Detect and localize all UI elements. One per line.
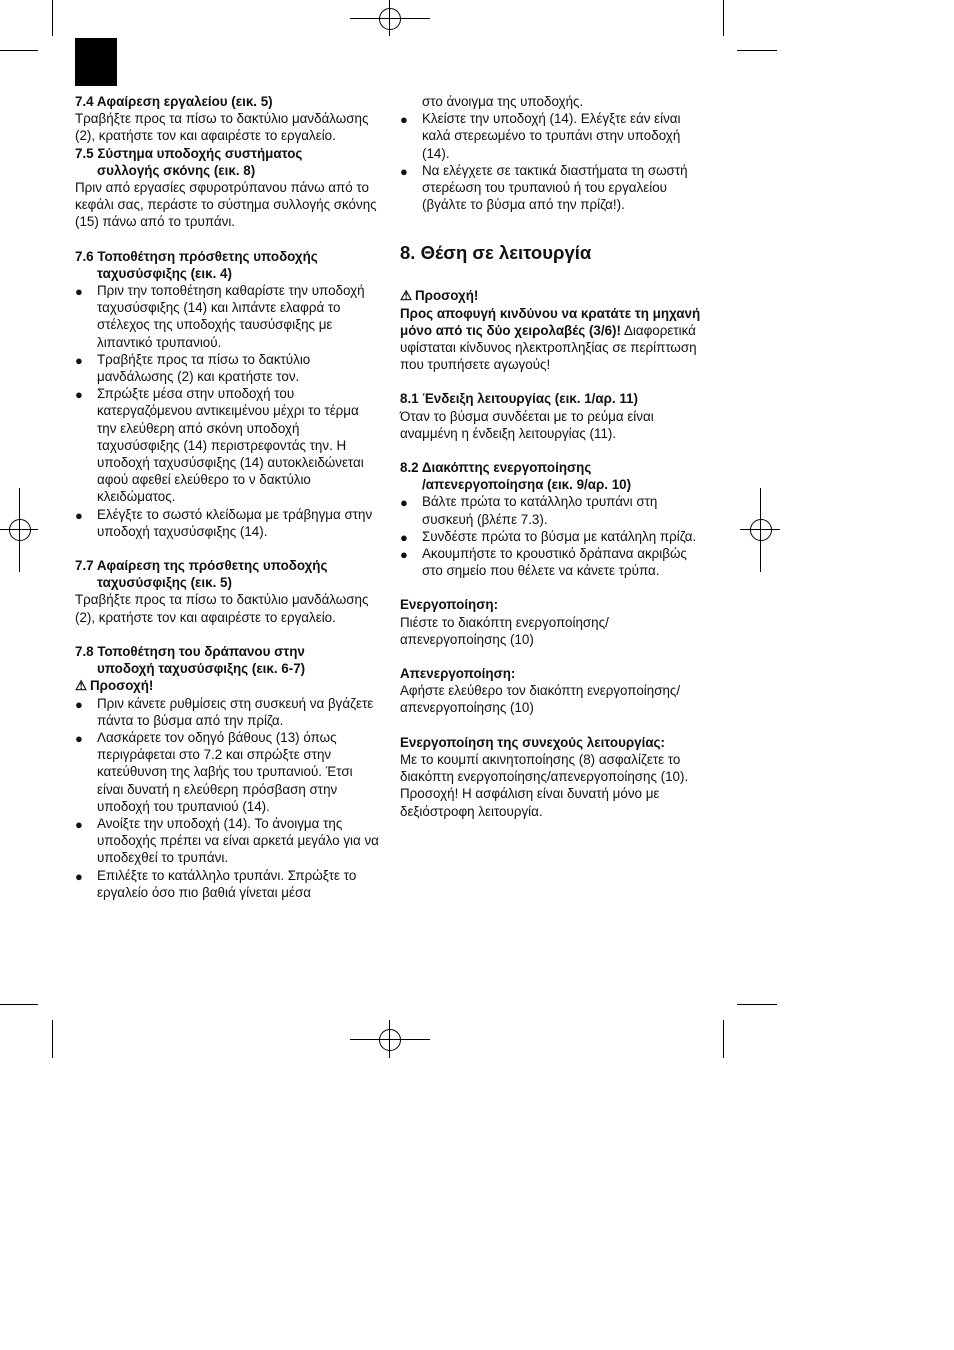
section-7-4: [75, 93, 380, 145]
subheading: Ενεργοποίηση:: [400, 597, 499, 613]
section-text: Πιέστε το διακόπτη ενεργοποίησης/απενεργοποίησης (10): [400, 614, 609, 647]
warning-label: ⚠ Προσοχή!: [400, 288, 479, 304]
section-heading: 7.6 Τοποθέτηση πρόσθετης υποδοχής ταχυσύσφιξης (εικ. 4): [75, 248, 318, 281]
crop-mark: [52, 1020, 53, 1058]
registration-mark-top: [350, 0, 430, 40]
section-8-1: [400, 390, 708, 442]
black-tab-marker: [75, 38, 117, 86]
crop-mark: [0, 1004, 38, 1005]
warning-label: ⚠ Προσοχή!: [75, 678, 154, 694]
bullet-icon: ●: [75, 730, 83, 746]
section-7-8: [75, 643, 380, 901]
bullet-icon: ●: [75, 868, 83, 884]
crop-mark: [737, 1004, 777, 1005]
chapter-title: 8. Θέση σε λειτουργία: [400, 242, 592, 264]
list-item: ● Ελέγξτε το σωστό κλείδωμα με τράβηγμα στην υποδοχή ταχυσύσφιξης (14).: [75, 506, 373, 539]
section-heading: 8.2 Διακόπτης ενεργοποίησης /απενεργοποίησηα (εικ. 9/αρ. 10): [400, 460, 632, 493]
warning-text: Προς αποφυγή κινδύνου να κρατάτε τη μηχανή μόνο από τις δύο χειρολαβές (3/6)! Διαφορετικά υφίσταται κίνδυνος ηλεκτροπληξίας σε περίπτωση που τρυπήσετε αγωγούς!: [400, 305, 701, 373]
left-column: [75, 93, 380, 901]
section-text: Τραβήξτε προς τα πίσω το δακτύλιο μανδάλωσης (2), κρατήστε τον και αφαιρέστε το εργαλείο.: [75, 111, 369, 144]
bullet-icon: ●: [400, 547, 408, 563]
subheading: Ενεργοποίηση της συνεχούς λειτουργίας:: [400, 734, 665, 750]
list-item: ● Κλείστε την υποδοχή (14). Ελέγξτε εάν είναι καλά στερεωμένο το τρυπάνι στην υποδοχή (14).: [400, 111, 681, 161]
section-7-5: [75, 145, 380, 231]
section-text: Με το κουμπί ακινητοποίησης (8) ασφαλίζετε το διακόπτη ενεργοποίησης/απενεργοποίησης (10).: [400, 751, 689, 785]
continued-text: στο άνοιγμα της υποδοχής.: [422, 94, 584, 109]
registration-mark-bottom: [350, 1020, 430, 1058]
bullet-icon: ●: [75, 696, 83, 712]
crop-mark: [52, 0, 53, 36]
section-text: Πριν από εργασίες σφυροτρύπανου πάνω από το κεφάλι σας, περάστε το σύστημα συλλογής σκόνης (15) πάνω από το τρυπάνι.: [75, 180, 377, 230]
right-column: [400, 93, 708, 820]
list-item: ● Να ελέγχετε σε τακτικά διαστήματα τη σωστή στερέωση του τρυπανιού ή του εργαλείου (βγάλτε το βύσμα από την πρίζα!).: [400, 162, 688, 213]
list-item: ● Ακουμπήστε το κρουστικό δράπανα ακριβώς στο σημείο που θέλετε να κάνετε τρύπα.: [400, 546, 687, 579]
section-heading: 8.1 Ένδειξη λειτουργίας (εικ. 1/αρ. 11): [400, 391, 638, 407]
warning-icon: ⚠: [75, 678, 88, 694]
section-7-7: [75, 557, 380, 626]
switch-off-block: [400, 665, 708, 717]
bullet-list: [75, 282, 380, 540]
crop-mark: [723, 1020, 724, 1058]
crop-mark: [737, 50, 777, 51]
crop-mark: [0, 50, 38, 51]
section-heading: 7.7 Αφαίρεση της πρόσθετης υποδοχής ταχυσύσφιξης (εικ. 5): [75, 558, 328, 591]
bullet-list: [400, 493, 708, 579]
list-item: ● Σπρώξτε μέσα στην υποδοχή του κατεργαζόμενου αντικειμένου μέχρι το τέρμα την ελεύθερη από σκόνη υποδοχή ταχυσύσφιξης (14) περιστρεφοντάς την. Η υποδοχή ταχυσύσφιξης (14) αυτοκλειδώνεται αφού αφεθεί ελεύθερο το ν δακτύλιο κλειδώματος.: [75, 386, 364, 505]
bullet-icon: ●: [400, 112, 408, 128]
section-7-6: [75, 248, 380, 540]
list-item: ● Πριν κάνετε ρυθμίσεις στη συσκευή να βγάζετε πάντα το βύσμα από την πρίζα.: [75, 695, 374, 728]
list-item: ● Πριν την τοποθέτηση καθαρίστε την υποδοχή ταχυσύσφιξης (14) και λιπάντε ελαφρά το στέλεχος της υποδοχής ταυσύσφιξης με λιπαντικό τρυπανιού.: [75, 283, 365, 350]
subheading: Απενεργοποίηση:: [400, 666, 516, 682]
note-text: Προσοχή! Η ασφάλιση είναι δυνατή μόνο με δεξιόστροφη λειτουργία.: [400, 786, 660, 819]
section-8-2: [400, 459, 708, 579]
section-heading: 7.8 Τοποθέτηση του δράπανου στην υποδοχή ταχυσύσφιξης (εικ. 6-7): [75, 643, 306, 677]
list-item: ● Συνδέστε πρώτα το βύσμα με κατάληλη πρίζα.: [400, 528, 697, 545]
list-item: ● Τραβήξτε προς τα πίσω το δακτύλιο μανδάλωσης (2) και κρατήστε τον.: [75, 351, 311, 385]
bullet-icon: ●: [75, 284, 83, 300]
registration-mark-right: [740, 488, 780, 572]
section-text: Τραβήξτε προς τα πίσω το δακτύλιο μανδάλωσης (2), κρατήστε τον και αφαιρέστε το εργαλείο.: [75, 592, 369, 625]
bullet-list: [75, 695, 380, 901]
switch-on-block: [400, 596, 708, 648]
bullet-icon: ●: [75, 507, 83, 523]
section-8: [400, 241, 708, 373]
registration-mark-left: [0, 488, 38, 572]
list-item: ● Επιλέξτε το κατάλληλο τρυπάνι. Σπρώξτε το εργαλείο όσο πιο βαθιά γίνεται μέσα: [75, 867, 357, 900]
list-item: ● Ανοίξτε την υποδοχή (14). Το άνοιγμα της υποδοχής πρέπει να είναι αρκετά μεγάλο για να υποδεχθεί το τρυπάνι.: [75, 815, 379, 866]
crop-mark: [723, 0, 724, 36]
bullet-icon: ●: [75, 816, 83, 832]
section-heading: 7.4 Αφαίρεση εργαλείου (εικ. 5): [75, 94, 273, 109]
section-text: Αφήστε ελεύθερο τον διακόπτη ενεργοποίησης/απενεργοποίησης (10): [400, 683, 681, 716]
bullet-list: [400, 110, 708, 213]
continuous-operation-block: [400, 734, 708, 820]
bullet-icon: ●: [400, 495, 408, 511]
section-text: Όταν το βύσμα συνδέεται με το ρεύμα είναι αναμμένη η ένδειξη λειτουργίας (11).: [400, 408, 654, 441]
bullet-icon: ●: [400, 163, 408, 179]
list-item: ● Βάλτε πρώτα το κατάλληλο τρυπάνι στη συσκευή (βλέπε 7.3).: [400, 494, 658, 527]
bullet-icon: ●: [75, 352, 83, 368]
warning-icon: ⚠: [400, 288, 413, 304]
list-item: ● Λασκάρετε τον οδηγό βάθους (13) όπως περιγράφεται στο 7.2 και σπρώξτε στην κατεύθυνση της λαβής του τρυπανιού. Έτσι είναι δυνατή η ελεύθερη πρόσβαση στην υποδοχή του τρυπανιού (14).: [75, 729, 353, 814]
bullet-icon: ●: [75, 387, 83, 403]
bullet-icon: ●: [400, 529, 408, 545]
section-heading: 7.5 Σύστημα υποδοχής συστήματος συλλογής σκόνης (εικ. 8): [75, 145, 303, 178]
